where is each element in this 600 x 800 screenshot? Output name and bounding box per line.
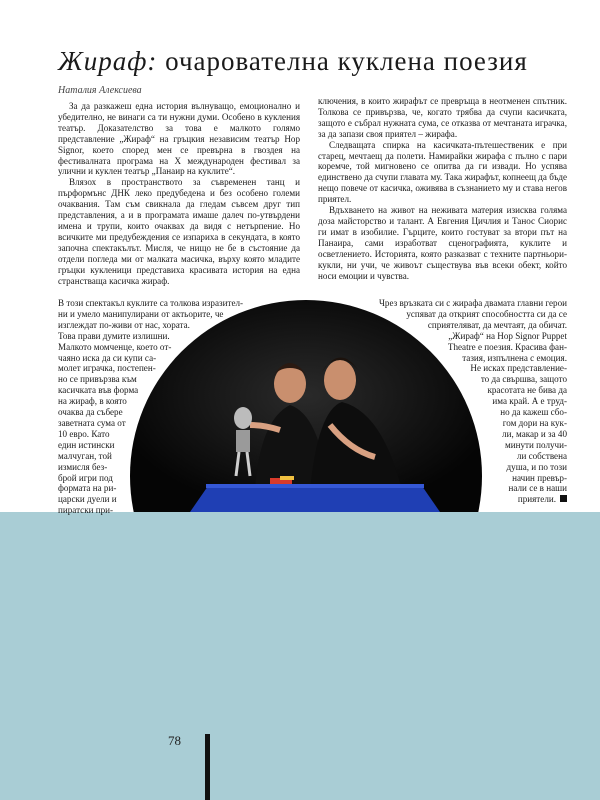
text-line-end <box>379 494 567 505</box>
paragraph: Влязох в пространството за съвременен танц и пърформънс ДНК леко предубедена и без особено големи очаквания. Там съм свикнала да гледам съвсем друг тип представления, а и в програмата имаше далеч по-утвърдени имена и трупи, които очаквах да видя с нетърпение. Но всичките ми предубеждения се изпариха в секундата, в която започна спектакълът. Мисля, че нищо не бе в състояние да отдели погледа ми от малката масичка, върху която младите гръцки кукленици представиха красивата история на една странстваща касичка жираф. <box>58 177 300 286</box>
text-line: сприятеляват, да мечтаят, да обичат. <box>427 319 567 330</box>
paragraph: Следващата спирка на касичката-пътешественик е при старец, мечтаещ да полети. Намирайки жирафа с пълно с пари коремче, той мигновено се опитва да ги извади. Но успява единствено да счупи главата му. Така жирафът, копнеещ да бъде нещо повече от касичка, оживява в съзнанието му и става негов приятел. <box>318 139 567 205</box>
text-line: Чрез връзката си с жирафа двамата главни герои <box>379 298 567 308</box>
text-line: касичката във форма <box>58 385 139 396</box>
text-line: душа, и по този <box>506 461 567 472</box>
left-wrap-text <box>58 298 243 516</box>
text-line: В този спектакъл куклите са толкова изразител- <box>58 298 244 308</box>
text-line: брой игри под <box>58 472 113 483</box>
text-line: приятели. <box>517 494 556 505</box>
text-line: но да кажеш сбо- <box>500 407 567 418</box>
text-line: изглеждат по-живи от нас, хората. <box>58 319 190 330</box>
text-line: Това прави думите излишни. <box>58 330 170 341</box>
text-line: „Жираф“ на Hop Signor Puppet <box>448 330 567 341</box>
column-left <box>58 101 300 286</box>
page-divider <box>205 734 210 800</box>
text-line: царски дуели и <box>58 494 117 505</box>
text-line: Не исках представление- <box>470 363 567 374</box>
text-line: начин превър- <box>512 472 567 483</box>
text-line: нали се в наши <box>508 483 567 494</box>
title-rest: очарователна куклена поезия <box>157 46 528 76</box>
text-line: чаяно иска да си купи са- <box>58 352 157 363</box>
article-author: Наталия Алексиева <box>58 85 142 96</box>
paragraph: ключения, в които жирафът се превръща в неотменен спътник. Толкова се привързва, че, когато трябва да счупи касичката, защото е събрал нужната сума, се отказва от мечтаната играчка, за да запази своя приятел – жирафа. <box>318 96 567 139</box>
text-line: има край. А е труд- <box>492 396 567 407</box>
article-title <box>58 46 528 77</box>
text-line: успяват да открият способността си да се <box>406 308 567 319</box>
title-italic: Жираф: <box>58 46 158 76</box>
text-line: измисля без- <box>58 461 108 472</box>
text-line: заветната сума от <box>58 417 126 428</box>
text-line: ли собствена <box>516 450 567 461</box>
text-line: малчуган, той <box>58 450 112 461</box>
paragraph: За да разкажеш една история вълнуващо, емоционално и убедително, не винаги са ти нужни думи. Особено в кукления театър. Доказателство за това е малкото голямо представление „Жираф“ на гръцкия независим театър Hop Signor, което според мен се превърна в гвоздея на фестивалната програма на X международен фестивал за улични и куклен театър „Панаир на куклите“. <box>58 101 300 177</box>
text-line: гом дори на кук- <box>502 417 567 428</box>
text-line: на жираф, в която <box>58 396 127 407</box>
page-background-band <box>0 512 600 800</box>
page-number: 78 <box>168 733 181 748</box>
right-wrap-text <box>379 298 567 505</box>
paragraph: Вдъхването на живот на неживата материя изисква голяма доза майсторство и талант. А Евгения Цичлия и Танос Сиорис ги имат в изобилие. Гърците, които гостуват за втори път на Панаира, сами изработват сценографията, куклите и осветлението. Историята, която разказват с техните партньори-кукли, ни учи, че живоът съществува във всеки обект, който носи емоции и чувства. <box>318 205 567 281</box>
text-line: Малкото момченце, което от- <box>58 341 172 352</box>
text-line: но се привързва към <box>58 374 137 385</box>
text-line: тазия, изпълнена с емоция. <box>462 352 567 363</box>
text-line: молет играчка, постепен- <box>58 363 156 374</box>
text-line: Theatre е поезия. Красива фан- <box>447 341 567 352</box>
text-line: пиратски при- <box>58 505 114 516</box>
text-line: 10 евро. Като <box>58 428 110 439</box>
text-line: минути получи- <box>505 439 567 450</box>
text-line: то да свършва, защото <box>480 374 567 385</box>
text-line: красотата не бива да <box>487 385 567 396</box>
text-line: един истински <box>58 439 115 450</box>
text-line: формата на ри- <box>58 483 117 494</box>
text-line: ли, макар и за 40 <box>502 428 567 439</box>
text-line: очаква да събере <box>58 407 123 418</box>
column-right <box>318 96 567 281</box>
end-mark-icon <box>560 495 567 502</box>
text-line: ни и умело манипулирани от актьорите, че <box>58 308 224 319</box>
